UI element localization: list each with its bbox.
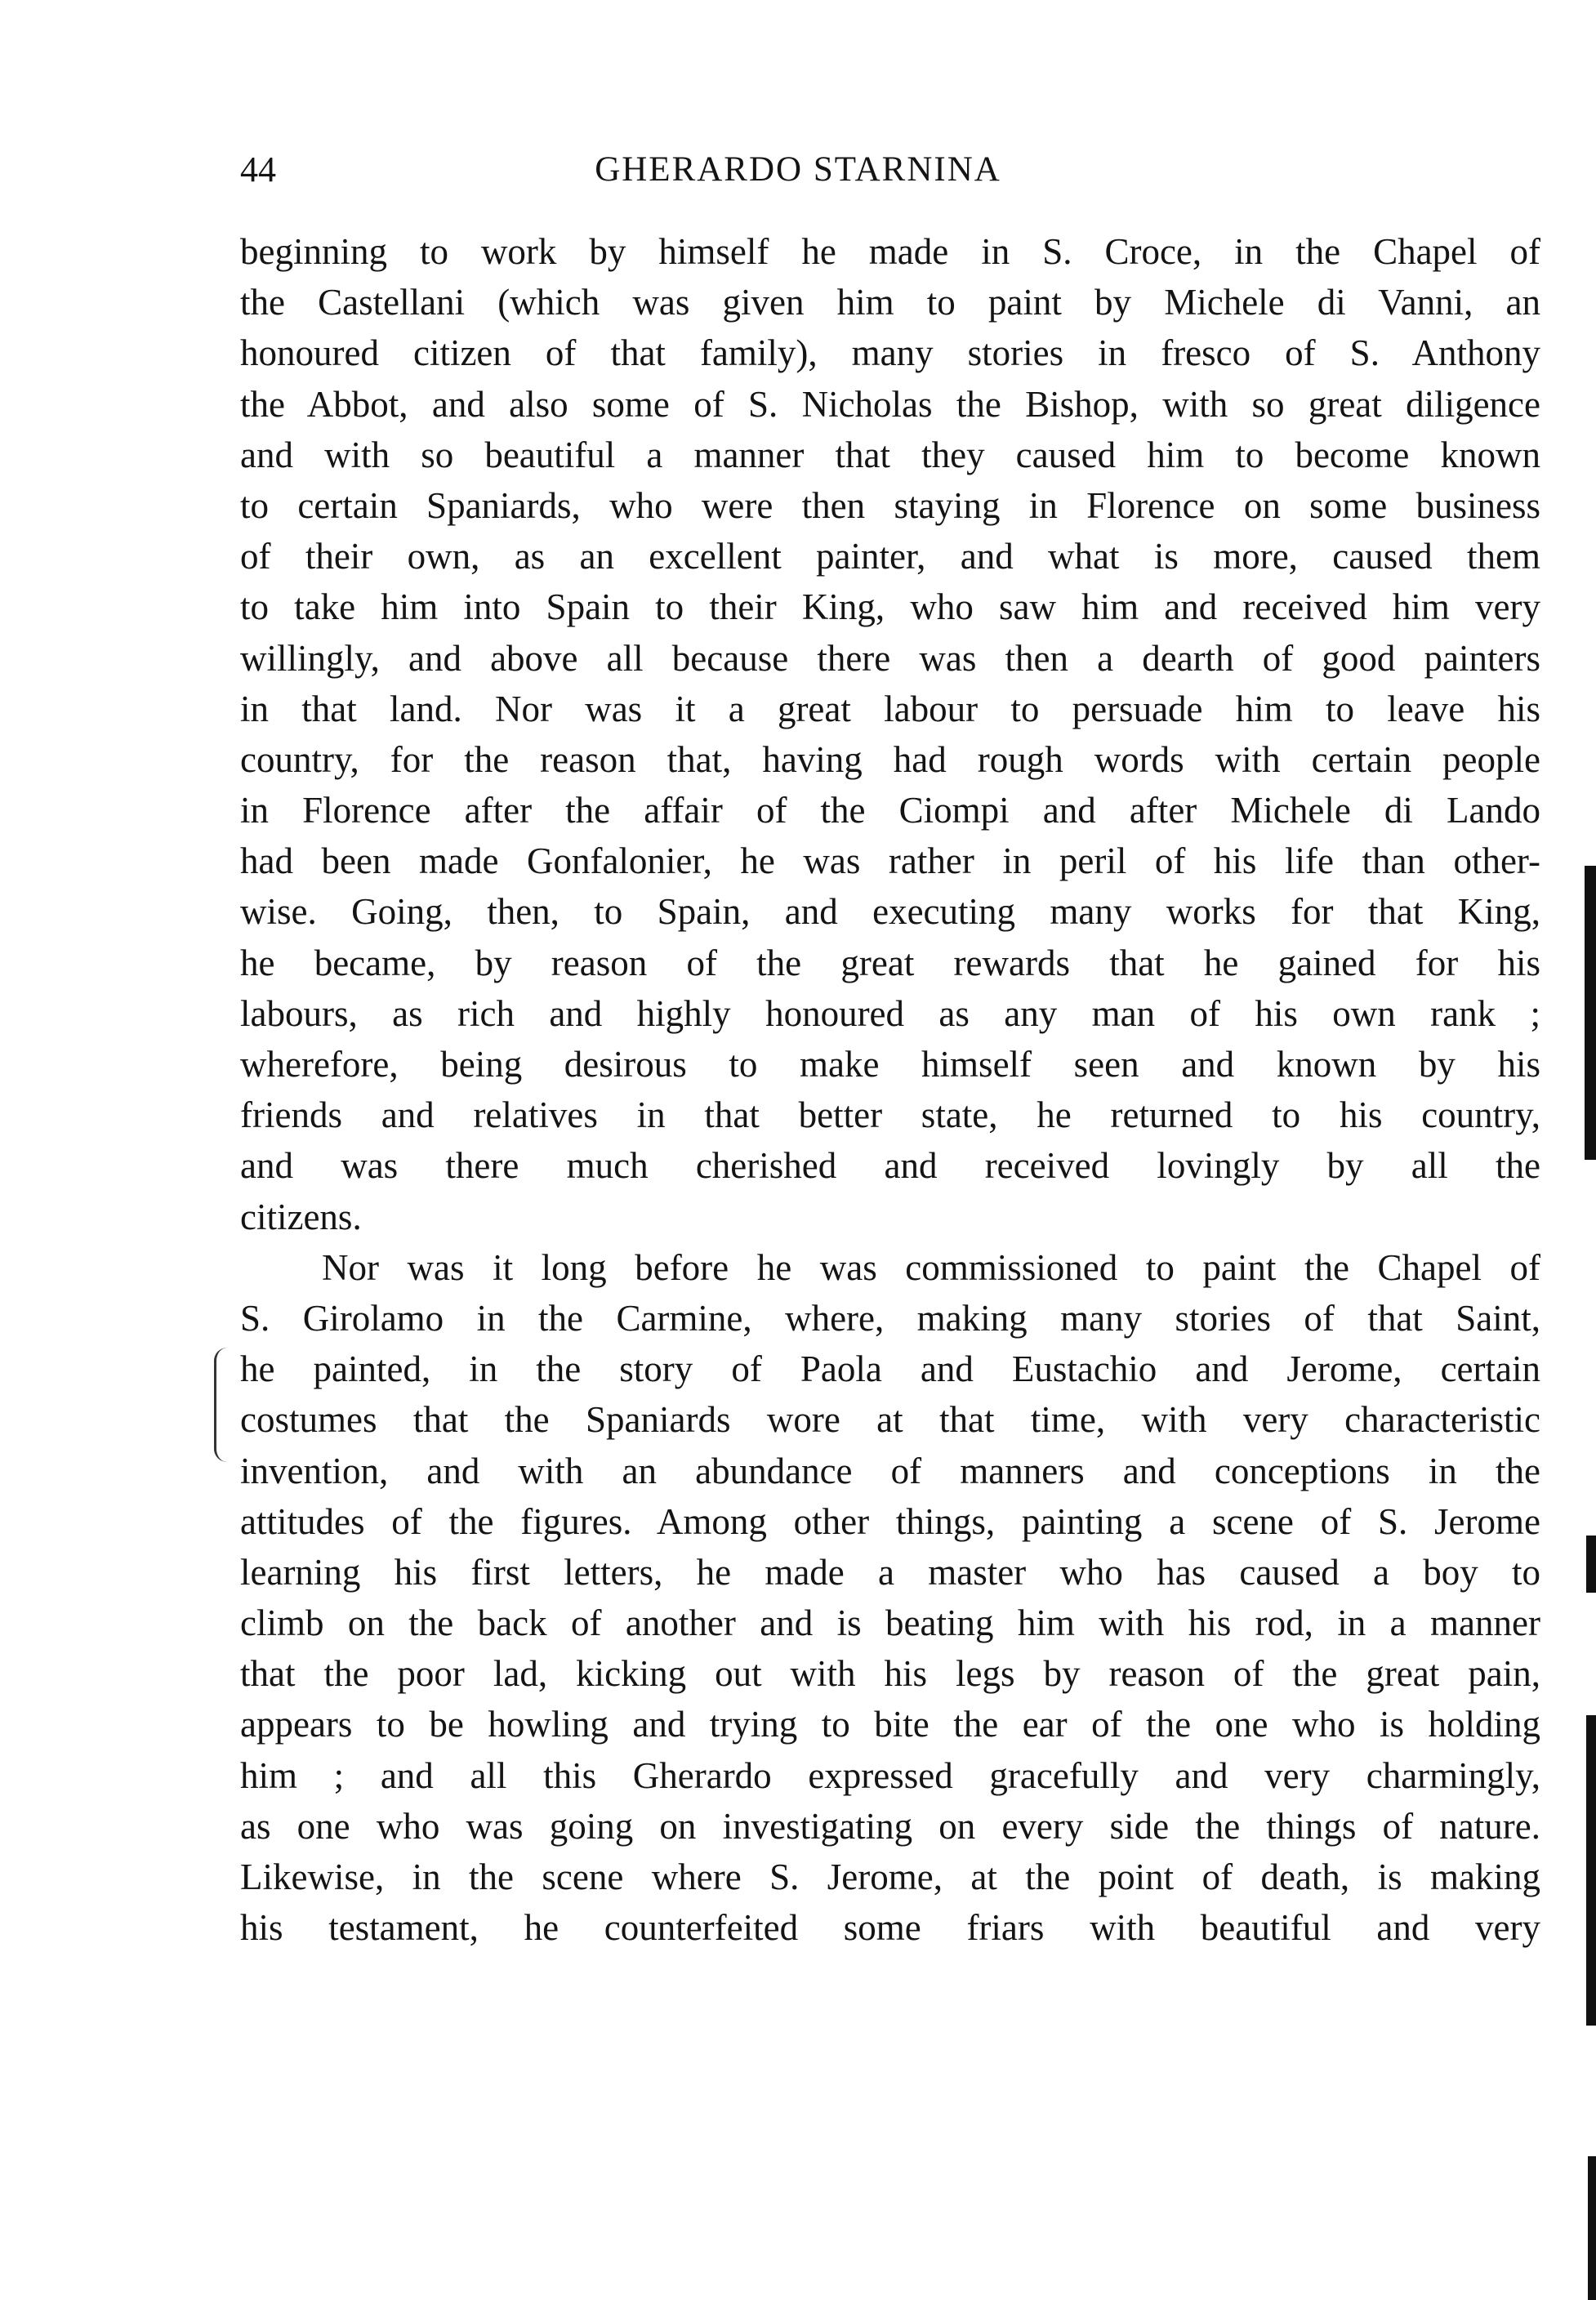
- text-line: learning his first letters, he made a master who has caused a boy to: [240, 1551, 1540, 1593]
- text-line: costumes that the Spaniards wore at that time, with very characteristic: [240, 1399, 1540, 1441]
- text-line: he painted, in the story of Paola and Eustachio and Jerome, certain: [240, 1348, 1540, 1390]
- text-line: labours, as rich and highly honoured as any man of his own rank ;: [240, 992, 1540, 1034]
- text-line: to certain Spaniards, who were then staying in Florence on some business: [240, 484, 1540, 526]
- scan-edge-mark: [1586, 1715, 1596, 2026]
- text-line: and with so beautiful a manner that they caused him to become known: [240, 434, 1540, 475]
- text-line: S. Girolamo in the Carmine, where, making many stories of that Saint,: [240, 1297, 1540, 1339]
- text-line: and was there much cherished and received lovingly by all the: [240, 1145, 1540, 1187]
- text-line: the Abbot, and also some of S. Nicholas the Bishop, with so great diligence: [240, 383, 1540, 425]
- text-line: climb on the back of another and is beating him with his rod, in a manner: [240, 1602, 1540, 1644]
- scan-edge-mark: [1588, 2156, 1596, 2300]
- scan-edge-mark: [1586, 1536, 1596, 1593]
- text-line: wise. Going, then, to Spain, and executing many works for that King,: [240, 891, 1540, 933]
- text-line: citizens.: [240, 1196, 362, 1237]
- text-line: his testament, he counterfeited some friars with beautiful and very: [240, 1907, 1540, 1949]
- text-line: the Castellani (which was given him to paint by Michele di Vanni, an: [240, 282, 1540, 323]
- text-line: Nor was it long before he was commissioned to paint the Chapel of: [322, 1246, 1540, 1288]
- text-line: country, for the reason that, having had rough words with certain people: [240, 738, 1540, 780]
- text-line: wherefore, being desirous to make himself seen and known by his: [240, 1044, 1540, 1085]
- text-line: invention, and with an abundance of manners and conceptions in the: [240, 1450, 1540, 1491]
- running-title: GHERARDO STARNINA: [595, 150, 1001, 189]
- paragraph: [240, 226, 1540, 1242]
- text-line: in that land. Nor was it a great labour to persuade him to leave his: [240, 688, 1540, 729]
- text-line: as one who was going on investigating on every side the things of nature.: [240, 1805, 1540, 1847]
- text-line: in Florence after the affair of the Ciompi and after Michele di Lando: [240, 790, 1540, 831]
- text-line: appears to be howling and trying to bite the ear of the one who is holding: [240, 1704, 1540, 1745]
- text-line: beginning to work by himself he made in S. Croce, in the Chapel of: [240, 231, 1540, 272]
- body-text: [240, 226, 1540, 1953]
- text-line: willingly, and above all because there was then a dearth of good painters: [240, 637, 1540, 679]
- text-line: attitudes of the figures. Among other things, painting a scene of S. Jerome: [240, 1500, 1540, 1542]
- text-line: Likewise, in the scene where S. Jerome, at the point of death, is making: [240, 1856, 1540, 1897]
- text-line: that the poor lad, kicking out with his legs by reason of the great pain,: [240, 1653, 1540, 1695]
- text-line: honoured citizen of that family), many stories in fresco of S. Anthony: [240, 332, 1540, 374]
- text-line: to take him into Spain to their King, who saw him and received him very: [240, 586, 1540, 628]
- text-line: him ; and all this Gherardo expressed gracefully and very charmingly,: [240, 1754, 1540, 1796]
- margin-bracket-mark: [214, 1348, 234, 1462]
- page-number: 44: [240, 149, 276, 189]
- paragraph: [240, 1242, 1540, 1954]
- running-head: [0, 145, 1596, 194]
- text-line: of their own, as an excellent painter, and what is more, caused them: [240, 536, 1540, 577]
- text-line: friends and relatives in that better state, he returned to his country,: [240, 1094, 1540, 1136]
- text-line: had been made Gonfalonier, he was rather in peril of his life than other-: [240, 840, 1540, 882]
- text-line: he became, by reason of the great rewards that he gained for his: [240, 942, 1540, 983]
- scan-edge-mark: [1585, 866, 1596, 1160]
